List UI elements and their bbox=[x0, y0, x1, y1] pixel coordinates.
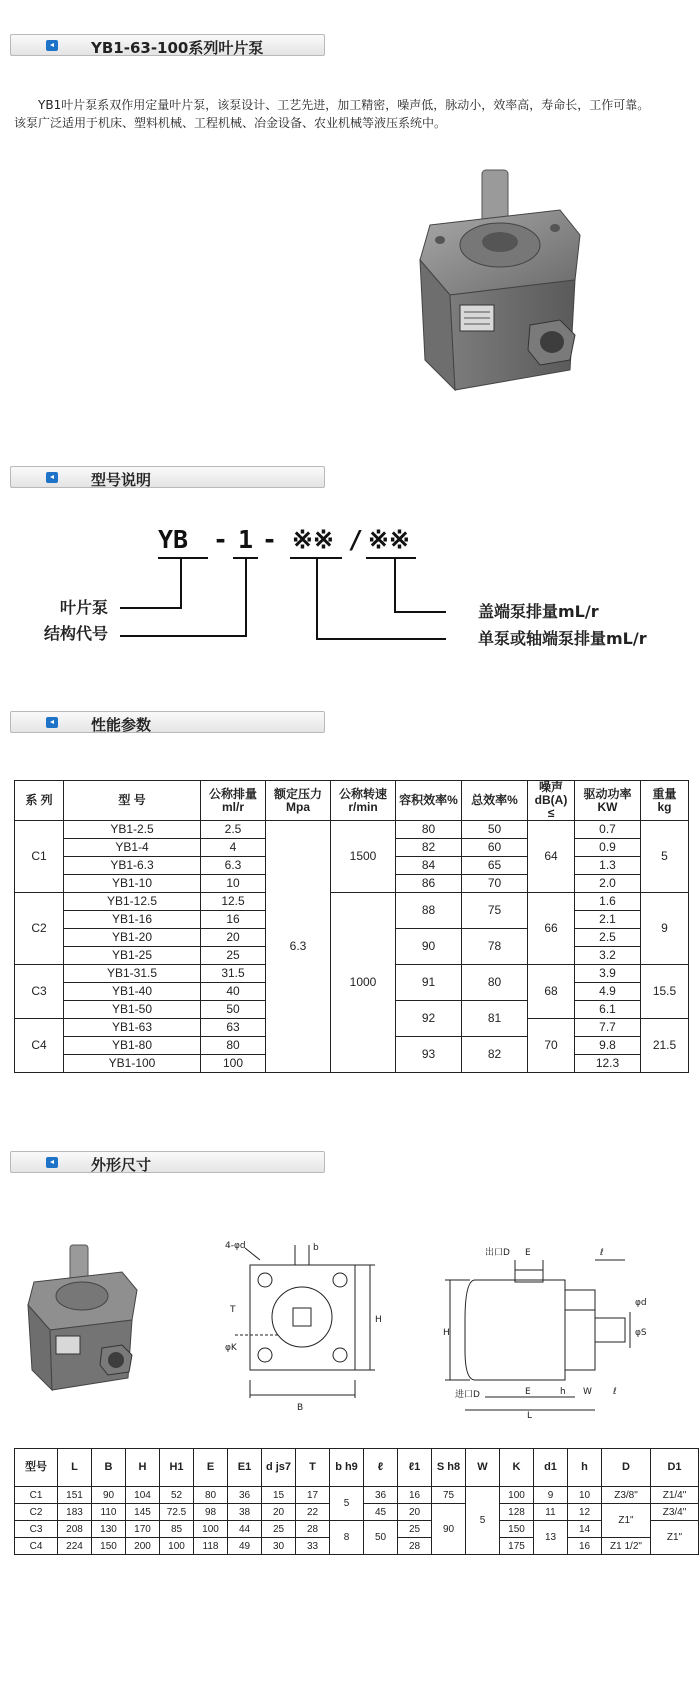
model-cell: YB1-6.3 bbox=[64, 857, 201, 875]
model-cell: YB1-16 bbox=[64, 911, 201, 929]
label-mount-hole: 4-φd bbox=[225, 1241, 246, 1251]
label-l1: ℓ bbox=[600, 1248, 604, 1258]
model-cell: YB1-12.5 bbox=[64, 893, 201, 911]
speed-cell: 1500 bbox=[331, 821, 396, 893]
disp-cell: 50 bbox=[201, 1001, 266, 1019]
dim-cell: 90 bbox=[92, 1487, 126, 1504]
arrow-bullet-icon bbox=[46, 472, 58, 483]
dim-cell: 50 bbox=[364, 1521, 398, 1555]
tot-eff-cell: 50 bbox=[462, 821, 528, 839]
section-header-perf bbox=[10, 711, 325, 733]
series-cell: C1 bbox=[15, 821, 64, 893]
model-cell: C4 bbox=[15, 1538, 58, 1555]
dim-cell: 14 bbox=[568, 1521, 602, 1538]
dim-cell: 25 bbox=[262, 1521, 296, 1538]
disp-cell: 80 bbox=[201, 1037, 266, 1055]
vol-eff-cell: 86 bbox=[396, 875, 462, 893]
disp-cell: 63 bbox=[201, 1019, 266, 1037]
dim-cell: 150 bbox=[92, 1538, 126, 1555]
dim-cell: 33 bbox=[296, 1538, 330, 1555]
table-row bbox=[15, 893, 689, 911]
intro-line-2: 该泵广泛适用于机床、塑料机械、工程机械、冶金设备、农业机械等液压系统中。 bbox=[14, 116, 447, 130]
series-cell: C3 bbox=[15, 965, 64, 1019]
col-header bbox=[266, 781, 331, 821]
label-l: L bbox=[527, 1411, 533, 1421]
tot-eff-cell: 82 bbox=[462, 1037, 528, 1073]
col-header bbox=[641, 781, 689, 821]
dim-cell: Z1/4" bbox=[651, 1487, 699, 1504]
dim-cell: 90 bbox=[432, 1504, 466, 1555]
label-ell: ℓ bbox=[613, 1387, 617, 1397]
pump-photo bbox=[410, 160, 640, 420]
col-header: 总效率% bbox=[462, 781, 528, 821]
speed-cell: 1000 bbox=[331, 893, 396, 1073]
power-cell: 9.8 bbox=[575, 1037, 641, 1055]
arrow-bullet-icon bbox=[46, 717, 58, 728]
col-header: W bbox=[466, 1449, 500, 1487]
power-cell: 2.5 bbox=[575, 929, 641, 947]
dim-cell: 20 bbox=[262, 1504, 296, 1521]
intro-line-1: YB1叶片泵系双作用定量叶片泵，该泵设计、工艺先进，加工精密，噪声低，脉动小，效率高，寿命长，工作可靠。 bbox=[38, 98, 650, 112]
tot-eff-cell: 60 bbox=[462, 839, 528, 857]
section-title: 外形尺寸 bbox=[91, 1156, 152, 1174]
dim-cell: 17 bbox=[296, 1487, 330, 1504]
dim-cell: 30 bbox=[262, 1538, 296, 1555]
dim-cell: 75 bbox=[432, 1487, 466, 1504]
header-line: KW bbox=[597, 799, 618, 814]
performance-table bbox=[14, 780, 689, 1073]
header-line: 额定压力 bbox=[273, 786, 322, 801]
header-line: 驱动功率 bbox=[583, 786, 632, 801]
power-cell: 0.9 bbox=[575, 839, 641, 857]
label-b: b bbox=[313, 1243, 319, 1253]
power-cell: 6.1 bbox=[575, 1001, 641, 1019]
header-line: Mpa bbox=[286, 799, 310, 814]
power-cell: 3.2 bbox=[575, 947, 641, 965]
section-header-model bbox=[10, 466, 325, 488]
header-line: ≤ bbox=[547, 806, 555, 820]
col-header: 系 列 bbox=[15, 781, 64, 821]
model-cell: C1 bbox=[15, 1487, 58, 1504]
dim-cell: 118 bbox=[194, 1538, 228, 1555]
code-part-cover: ※※ bbox=[368, 525, 410, 554]
dim-cell: 85 bbox=[160, 1521, 194, 1538]
col-header: h bbox=[568, 1449, 602, 1487]
label-w: W bbox=[583, 1387, 592, 1397]
dim-cell: 28 bbox=[296, 1521, 330, 1538]
dim-cell: 151 bbox=[58, 1487, 92, 1504]
vol-eff-cell: 84 bbox=[396, 857, 462, 875]
section-title: 性能参数 bbox=[91, 716, 152, 734]
col-header: d js7 bbox=[262, 1449, 296, 1487]
col-header bbox=[201, 781, 266, 821]
code-part-yb: YB bbox=[158, 525, 189, 554]
vol-eff-cell: 80 bbox=[396, 821, 462, 839]
header-line: kg bbox=[657, 799, 672, 814]
dim-cell: Z1 1/2" bbox=[602, 1538, 651, 1555]
power-cell: 3.9 bbox=[575, 965, 641, 983]
noise-cell: 66 bbox=[528, 893, 575, 965]
side-view-drawing bbox=[443, 1240, 670, 1421]
disp-cell: 16 bbox=[201, 911, 266, 929]
table-row bbox=[15, 821, 689, 839]
col-header: D1 bbox=[651, 1449, 699, 1487]
model-cell: YB1-50 bbox=[64, 1001, 201, 1019]
leader-yb bbox=[180, 557, 182, 607]
dim-cell: 13 bbox=[534, 1521, 568, 1555]
col-header: ℓ bbox=[364, 1449, 398, 1487]
code-part-1: 1 bbox=[238, 525, 254, 554]
weight-cell: 9 bbox=[641, 893, 689, 965]
model-cell: YB1-40 bbox=[64, 983, 201, 1001]
col-header: d1 bbox=[534, 1449, 568, 1487]
dim-cell: 9 bbox=[534, 1487, 568, 1504]
leader-single bbox=[316, 557, 318, 639]
disp-cell: 12.5 bbox=[201, 893, 266, 911]
section-title: 型号说明 bbox=[91, 471, 152, 489]
section-header-dims bbox=[10, 1151, 325, 1173]
disp-cell: 25 bbox=[201, 947, 266, 965]
col-header: H bbox=[126, 1449, 160, 1487]
arrow-bullet-icon bbox=[46, 1157, 58, 1168]
col-header: B bbox=[92, 1449, 126, 1487]
label-e1: E bbox=[525, 1248, 531, 1258]
dim-cell: 28 bbox=[398, 1538, 432, 1555]
model-cell: YB1-4 bbox=[64, 839, 201, 857]
noise-cell: 68 bbox=[528, 965, 575, 1019]
dim-cell: 100 bbox=[160, 1538, 194, 1555]
pump-photo-small bbox=[22, 1240, 172, 1405]
dim-cell: 150 bbox=[500, 1521, 534, 1538]
model-cell: C2 bbox=[15, 1504, 58, 1521]
dim-cell: Z3/4" bbox=[651, 1504, 699, 1521]
model-cell: YB1-31.5 bbox=[64, 965, 201, 983]
col-header: K bbox=[500, 1449, 534, 1487]
leader-struct-h bbox=[120, 635, 247, 637]
dim-cell: 12 bbox=[568, 1504, 602, 1521]
dim-cell: 52 bbox=[160, 1487, 194, 1504]
intro-text bbox=[14, 96, 689, 132]
col-header: T bbox=[296, 1449, 330, 1487]
dim-cell: 22 bbox=[296, 1504, 330, 1521]
dim-cell: 110 bbox=[92, 1504, 126, 1521]
leader-single-h bbox=[316, 638, 446, 640]
power-cell: 1.3 bbox=[575, 857, 641, 875]
model-cell: YB1-25 bbox=[64, 947, 201, 965]
model-cell: YB1-10 bbox=[64, 875, 201, 893]
code-slash: / bbox=[348, 525, 364, 554]
dim-cell: 16 bbox=[568, 1538, 602, 1555]
label-phis: φS bbox=[635, 1328, 647, 1338]
arrow-bullet-icon bbox=[46, 40, 58, 51]
table-header-row bbox=[15, 781, 689, 821]
dim-cell: 10 bbox=[568, 1487, 602, 1504]
col-header bbox=[528, 781, 575, 821]
power-cell: 0.7 bbox=[575, 821, 641, 839]
disp-cell: 31.5 bbox=[201, 965, 266, 983]
dim-cell: 8 bbox=[330, 1521, 364, 1555]
dim-cell: 224 bbox=[58, 1538, 92, 1555]
dim-cell: Z1" bbox=[651, 1521, 699, 1555]
col-header: D bbox=[602, 1449, 651, 1487]
dim-cell: 128 bbox=[500, 1504, 534, 1521]
col-header: L bbox=[58, 1449, 92, 1487]
dim-cell: 44 bbox=[228, 1521, 262, 1538]
label-h: H bbox=[375, 1315, 382, 1325]
header-line: 公称转速 bbox=[338, 786, 387, 801]
pressure-cell: 6.3 bbox=[266, 821, 331, 1073]
leader-yb-h bbox=[120, 607, 182, 609]
dim-cell: 38 bbox=[228, 1504, 262, 1521]
label-cover: 盖端泵排量mL/r bbox=[478, 602, 599, 621]
dim-cell: 36 bbox=[364, 1487, 398, 1504]
table-row bbox=[15, 1521, 699, 1538]
series-cell: C2 bbox=[15, 893, 64, 965]
vol-eff-cell: 93 bbox=[396, 1037, 462, 1073]
code-dash-1: - bbox=[213, 525, 229, 554]
tot-eff-cell: 65 bbox=[462, 857, 528, 875]
dim-cell: 170 bbox=[126, 1521, 160, 1538]
dim-cell: 5 bbox=[466, 1487, 500, 1555]
dim-cell: 80 bbox=[194, 1487, 228, 1504]
header-line: dB(A) bbox=[534, 793, 568, 807]
disp-cell: 100 bbox=[201, 1055, 266, 1073]
header-line: ml/r bbox=[221, 799, 244, 814]
model-code-diagram bbox=[40, 515, 680, 648]
vol-eff-cell: 91 bbox=[396, 965, 462, 1001]
header-line: 噪声 bbox=[538, 780, 563, 794]
label-struct: 结构代号 bbox=[44, 624, 109, 643]
vol-eff-cell: 82 bbox=[396, 839, 462, 857]
dim-cell: 20 bbox=[398, 1504, 432, 1521]
disp-cell: 10 bbox=[201, 875, 266, 893]
power-cell: 4.9 bbox=[575, 983, 641, 1001]
leader-cover bbox=[394, 557, 396, 612]
col-header: 型号 bbox=[15, 1449, 58, 1487]
dim-cell: 200 bbox=[126, 1538, 160, 1555]
label-inlet: 进口D bbox=[455, 1390, 480, 1400]
weight-cell: 5 bbox=[641, 821, 689, 893]
dim-cell: 104 bbox=[126, 1487, 160, 1504]
dim-cell: 208 bbox=[58, 1521, 92, 1538]
disp-cell: 40 bbox=[201, 983, 266, 1001]
col-header: 容积效率% bbox=[396, 781, 462, 821]
label-single: 单泵或轴端泵排量mL/r bbox=[478, 629, 647, 648]
label-pump: 叶片泵 bbox=[60, 598, 109, 617]
dimensions-table bbox=[14, 1448, 699, 1555]
dim-cell: 16 bbox=[398, 1487, 432, 1504]
dim-cell: 98 bbox=[194, 1504, 228, 1521]
dim-cell: 49 bbox=[228, 1538, 262, 1555]
tot-eff-cell: 75 bbox=[462, 893, 528, 929]
section-title: YB1-63-100系列叶片泵 bbox=[91, 39, 264, 57]
dim-cell: 175 bbox=[500, 1538, 534, 1555]
header-line: 重量 bbox=[652, 786, 677, 801]
disp-cell: 6.3 bbox=[201, 857, 266, 875]
label-phid: φd bbox=[635, 1298, 647, 1308]
label-k: φK bbox=[225, 1343, 237, 1353]
power-cell: 7.7 bbox=[575, 1019, 641, 1037]
col-header: E1 bbox=[228, 1449, 262, 1487]
disp-cell: 4 bbox=[201, 839, 266, 857]
label-outlet: 出口D bbox=[485, 1248, 510, 1258]
vol-eff-cell: 90 bbox=[396, 929, 462, 965]
dim-cell: 36 bbox=[228, 1487, 262, 1504]
power-cell: 2.1 bbox=[575, 911, 641, 929]
col-header bbox=[331, 781, 396, 821]
tot-eff-cell: 70 bbox=[462, 875, 528, 893]
dim-cell: 25 bbox=[398, 1521, 432, 1538]
dim-cell: 11 bbox=[534, 1504, 568, 1521]
label-e: E bbox=[525, 1387, 531, 1397]
label-t: T bbox=[230, 1305, 236, 1315]
dim-cell: 15 bbox=[262, 1487, 296, 1504]
code-dash-2: - bbox=[262, 525, 278, 554]
dim-cell: 5 bbox=[330, 1487, 364, 1521]
tot-eff-cell: 81 bbox=[462, 1001, 528, 1037]
col-header: H1 bbox=[160, 1449, 194, 1487]
disp-cell: 2.5 bbox=[201, 821, 266, 839]
underline-cover bbox=[366, 557, 416, 559]
power-cell: 12.3 bbox=[575, 1055, 641, 1073]
col-header bbox=[575, 781, 641, 821]
disp-cell: 20 bbox=[201, 929, 266, 947]
leader-struct bbox=[245, 557, 247, 635]
vol-eff-cell: 88 bbox=[396, 893, 462, 929]
dim-cell: Z1" bbox=[602, 1504, 651, 1538]
vol-eff-cell: 92 bbox=[396, 1001, 462, 1037]
noise-cell: 64 bbox=[528, 821, 575, 893]
header-line: r/min bbox=[348, 799, 378, 814]
model-cell: YB1-20 bbox=[64, 929, 201, 947]
label-bb: B bbox=[297, 1403, 304, 1413]
front-view-drawing bbox=[225, 1240, 390, 1420]
dim-cell: 145 bbox=[126, 1504, 160, 1521]
power-cell: 2.0 bbox=[575, 875, 641, 893]
col-header: 型 号 bbox=[64, 781, 201, 821]
underline-yb bbox=[158, 557, 208, 559]
label-h1: H bbox=[443, 1328, 450, 1338]
label-hh: h bbox=[560, 1387, 566, 1397]
dim-cell: 100 bbox=[194, 1521, 228, 1538]
model-cell: YB1-2.5 bbox=[64, 821, 201, 839]
tot-eff-cell: 78 bbox=[462, 929, 528, 965]
dim-cell: 72.5 bbox=[160, 1504, 194, 1521]
dim-cell: 183 bbox=[58, 1504, 92, 1521]
dim-cell: 130 bbox=[92, 1521, 126, 1538]
model-cell: YB1-63 bbox=[64, 1019, 201, 1037]
dim-cell: 100 bbox=[500, 1487, 534, 1504]
table-header-row bbox=[15, 1449, 699, 1487]
model-cell: YB1-100 bbox=[64, 1055, 201, 1073]
col-header: S h8 bbox=[432, 1449, 466, 1487]
model-cell: YB1-80 bbox=[64, 1037, 201, 1055]
dim-cell: 45 bbox=[364, 1504, 398, 1521]
col-header: b h9 bbox=[330, 1449, 364, 1487]
series-cell: C4 bbox=[15, 1019, 64, 1073]
dim-cell: Z3/8" bbox=[602, 1487, 651, 1504]
weight-cell: 15.5 bbox=[641, 965, 689, 1019]
noise-cell: 70 bbox=[528, 1019, 575, 1073]
header-line: 公称排量 bbox=[208, 786, 257, 801]
leader-cover-h bbox=[394, 611, 446, 613]
section-header-product bbox=[10, 34, 325, 56]
power-cell: 1.6 bbox=[575, 893, 641, 911]
code-part-single: ※※ bbox=[292, 525, 334, 554]
table-row bbox=[15, 1487, 699, 1504]
model-cell: C3 bbox=[15, 1521, 58, 1538]
tot-eff-cell: 80 bbox=[462, 965, 528, 1001]
weight-cell: 21.5 bbox=[641, 1019, 689, 1073]
col-header: E bbox=[194, 1449, 228, 1487]
col-header: ℓ1 bbox=[398, 1449, 432, 1487]
